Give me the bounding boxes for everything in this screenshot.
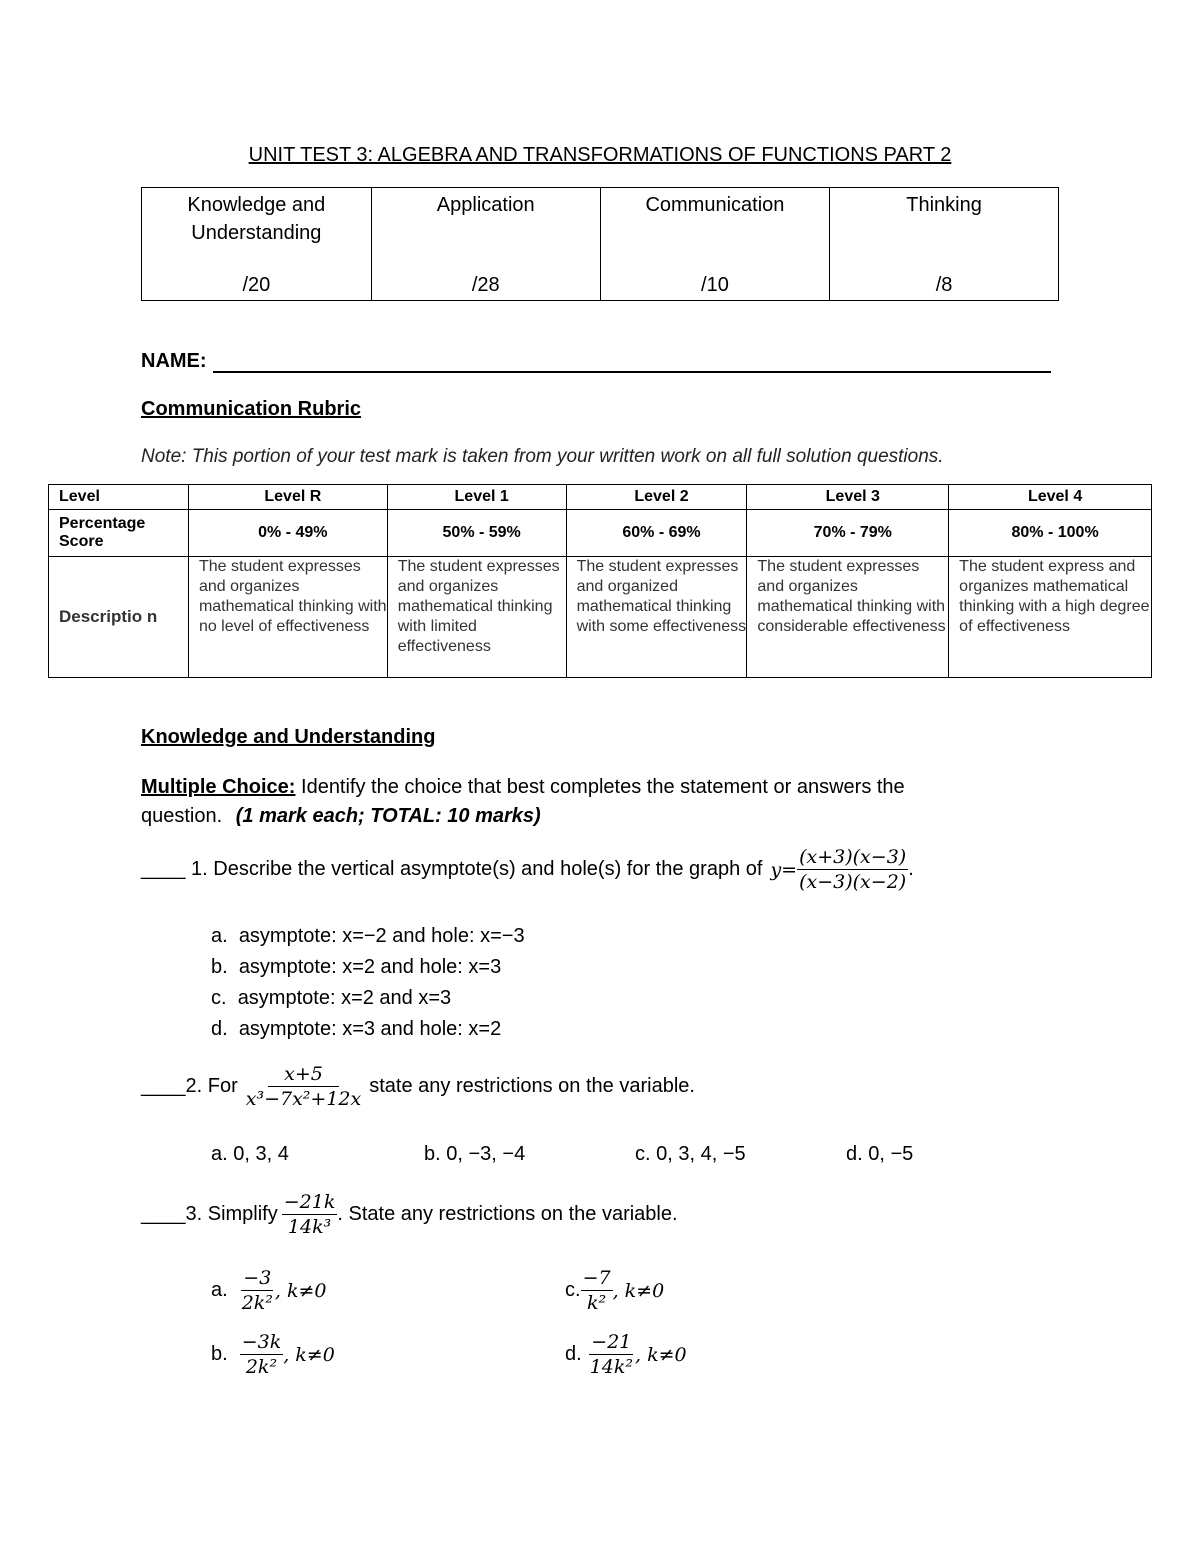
rubric-description: The student expresses and organizes mathematical thinking with limited effectiveness <box>387 557 566 678</box>
rubric-level: Level 3 <box>747 485 949 510</box>
q2-option-d[interactable]: d. 0, −5 <box>846 1143 914 1165</box>
communication-rubric <box>48 484 1152 678</box>
rubric-row-label: Descriptio n <box>49 557 189 678</box>
option-text: asymptote: x=3 and hole: x=2 <box>238 1018 502 1040</box>
option-denominator: k² <box>587 1292 607 1314</box>
score-points: /28 <box>471 274 500 296</box>
option-fraction <box>588 1330 635 1379</box>
rubric-row-label: Level <box>49 485 189 510</box>
rubric-level-row <box>49 485 1152 510</box>
q1-numerator: (x+3)(x−3) <box>799 846 907 868</box>
question-3 <box>141 1190 678 1239</box>
option-letter: b. <box>211 1343 228 1365</box>
option-numerator: −7 <box>582 1267 611 1289</box>
score-label: Application <box>436 194 535 216</box>
option-restriction: , k≠0 <box>635 1343 687 1366</box>
q3-denominator: 14k³ <box>287 1216 332 1238</box>
q2-suffix: state any restrictions on the variable. <box>369 1075 695 1097</box>
rubric-description-row <box>49 557 1152 678</box>
option-fraction <box>240 1330 284 1379</box>
rubric-note: Note: This portion of your test mark is taken from your written work on all full solution questions. <box>141 446 944 467</box>
option-numerator: −21 <box>591 1331 632 1353</box>
q3-suffix: . State any restrictions on the variable. <box>337 1203 678 1225</box>
score-cell-thinking <box>830 188 1059 301</box>
score-points: /20 <box>242 274 271 296</box>
name-field[interactable] <box>141 350 1051 373</box>
score-table <box>141 187 1059 301</box>
rubric-row-label: Percentage Score <box>49 510 189 557</box>
rubric-percentage: 80% - 100% <box>949 510 1152 557</box>
rubric-description: The student expresses and organizes mathematical thinking with considerable effectiveness <box>747 557 949 678</box>
rubric-description: The student express and organizes mathematical thinking with a high degree of effectiveness <box>949 557 1152 678</box>
q2-option-c[interactable]: c. 0, 3, 4, −5 <box>635 1143 746 1165</box>
q2-fraction <box>244 1062 363 1111</box>
q1-option-d[interactable] <box>211 1018 501 1041</box>
rubric-level: Level R <box>188 485 387 510</box>
option-text: asymptote: x=2 and hole: x=3 <box>238 956 502 978</box>
rubric-level: Level 2 <box>566 485 747 510</box>
rubric-percentage: 70% - 79% <box>747 510 949 557</box>
name-line[interactable] <box>213 353 1051 373</box>
question-2 <box>141 1062 695 1111</box>
option-restriction: , k≠0 <box>274 1279 327 1302</box>
score-label: Communication <box>645 194 785 216</box>
option-letter: d. <box>565 1343 582 1365</box>
q2-denominator: x³−7x²+12x <box>245 1088 362 1110</box>
mc-instructions <box>141 773 981 831</box>
option-denominator: 2k² <box>241 1292 273 1314</box>
option-letter: b. <box>211 956 228 978</box>
q3-option-c[interactable] <box>565 1266 664 1315</box>
option-fraction <box>240 1266 275 1315</box>
q3-numerator: −21k <box>283 1191 336 1213</box>
option-numerator: −3 <box>243 1267 272 1289</box>
q1-option-b[interactable] <box>211 956 501 979</box>
mc-instruction-text: Identify the choice that best completes the statement or answers the question. <box>141 776 905 827</box>
option-restriction: , k≠0 <box>612 1279 665 1302</box>
q2-option-b[interactable]: b. 0, −3, −4 <box>424 1143 526 1165</box>
option-denominator: 14k² <box>589 1356 633 1378</box>
q3-option-d[interactable] <box>565 1330 687 1379</box>
rubric-percentage: 60% - 69% <box>566 510 747 557</box>
rubric-heading: Communication Rubric <box>141 398 362 420</box>
option-denominator: 2k² <box>245 1356 278 1378</box>
rubric-description: The student expresses and organized mathematical thinking with some effectiveness <box>566 557 747 678</box>
q2-prompt: ____2. For <box>141 1075 238 1097</box>
q3-option-a[interactable] <box>211 1266 327 1315</box>
q2-option-a[interactable]: a. 0, 3, 4 <box>211 1143 289 1165</box>
name-label: NAME: <box>141 350 207 372</box>
mc-marks: (1 mark each; TOTAL: 10 marks) <box>235 805 541 827</box>
rubric-level: Level 1 <box>387 485 566 510</box>
ku-heading: Knowledge and Understanding <box>141 726 436 748</box>
option-letter: c. <box>211 987 227 1009</box>
rubric-level: Level 4 <box>949 485 1152 510</box>
q1-lhs: y= <box>770 858 798 881</box>
rubric-percentage-row <box>49 510 1152 557</box>
option-text: asymptote: x=−2 and hole: x=−3 <box>238 925 525 947</box>
option-letter: c. <box>565 1279 581 1301</box>
test-title: UNIT TEST 3: ALGEBRA AND TRANSFORMATIONS OF FUNCTIONS PART 2 <box>248 144 952 166</box>
score-cell-communication <box>600 188 829 301</box>
q1-fraction <box>797 845 908 894</box>
q1-prompt: ____ 1. Describe the vertical asymptote(s) and hole(s) for the graph of <box>141 858 763 880</box>
q1-option-c[interactable] <box>211 987 451 1010</box>
score-label: Thinking <box>906 194 982 216</box>
rubric-percentage: 50% - 59% <box>387 510 566 557</box>
q1-denominator: (x−3)(x−2) <box>799 871 907 893</box>
score-cell-application <box>371 188 600 301</box>
option-restriction: , k≠0 <box>283 1343 335 1366</box>
score-points: /10 <box>701 274 729 296</box>
score-cell-knowledge <box>142 188 372 301</box>
score-label: Knowledge and Understanding <box>187 194 326 244</box>
q3-option-b[interactable] <box>211 1330 335 1379</box>
option-text: asymptote: x=2 and x=3 <box>237 987 452 1009</box>
q3-prompt: ____3. Simplify <box>141 1203 278 1225</box>
q1-option-a[interactable] <box>211 925 525 948</box>
option-letter: a. <box>211 925 228 947</box>
q3-fraction <box>282 1190 338 1239</box>
option-letter: a. <box>211 1279 228 1301</box>
option-numerator: −3k <box>241 1331 282 1353</box>
rubric-description: The student expresses and organizes mathematical thinking with no level of effectiveness <box>188 557 387 678</box>
mc-label: Multiple Choice: <box>141 776 296 798</box>
option-letter: d. <box>211 1018 228 1040</box>
score-points: /8 <box>935 274 953 296</box>
rubric-percentage: 0% - 49% <box>188 510 387 557</box>
q2-numerator: x+5 <box>268 1062 339 1087</box>
question-1: ____ 1. Describe the vertical asymptote(s) and hole(s) for the graph of y= $\frac{(x+3)(x-3)}{(x-3)(x-2)}$ . <box>141 846 914 893</box>
option-fraction <box>581 1266 613 1315</box>
